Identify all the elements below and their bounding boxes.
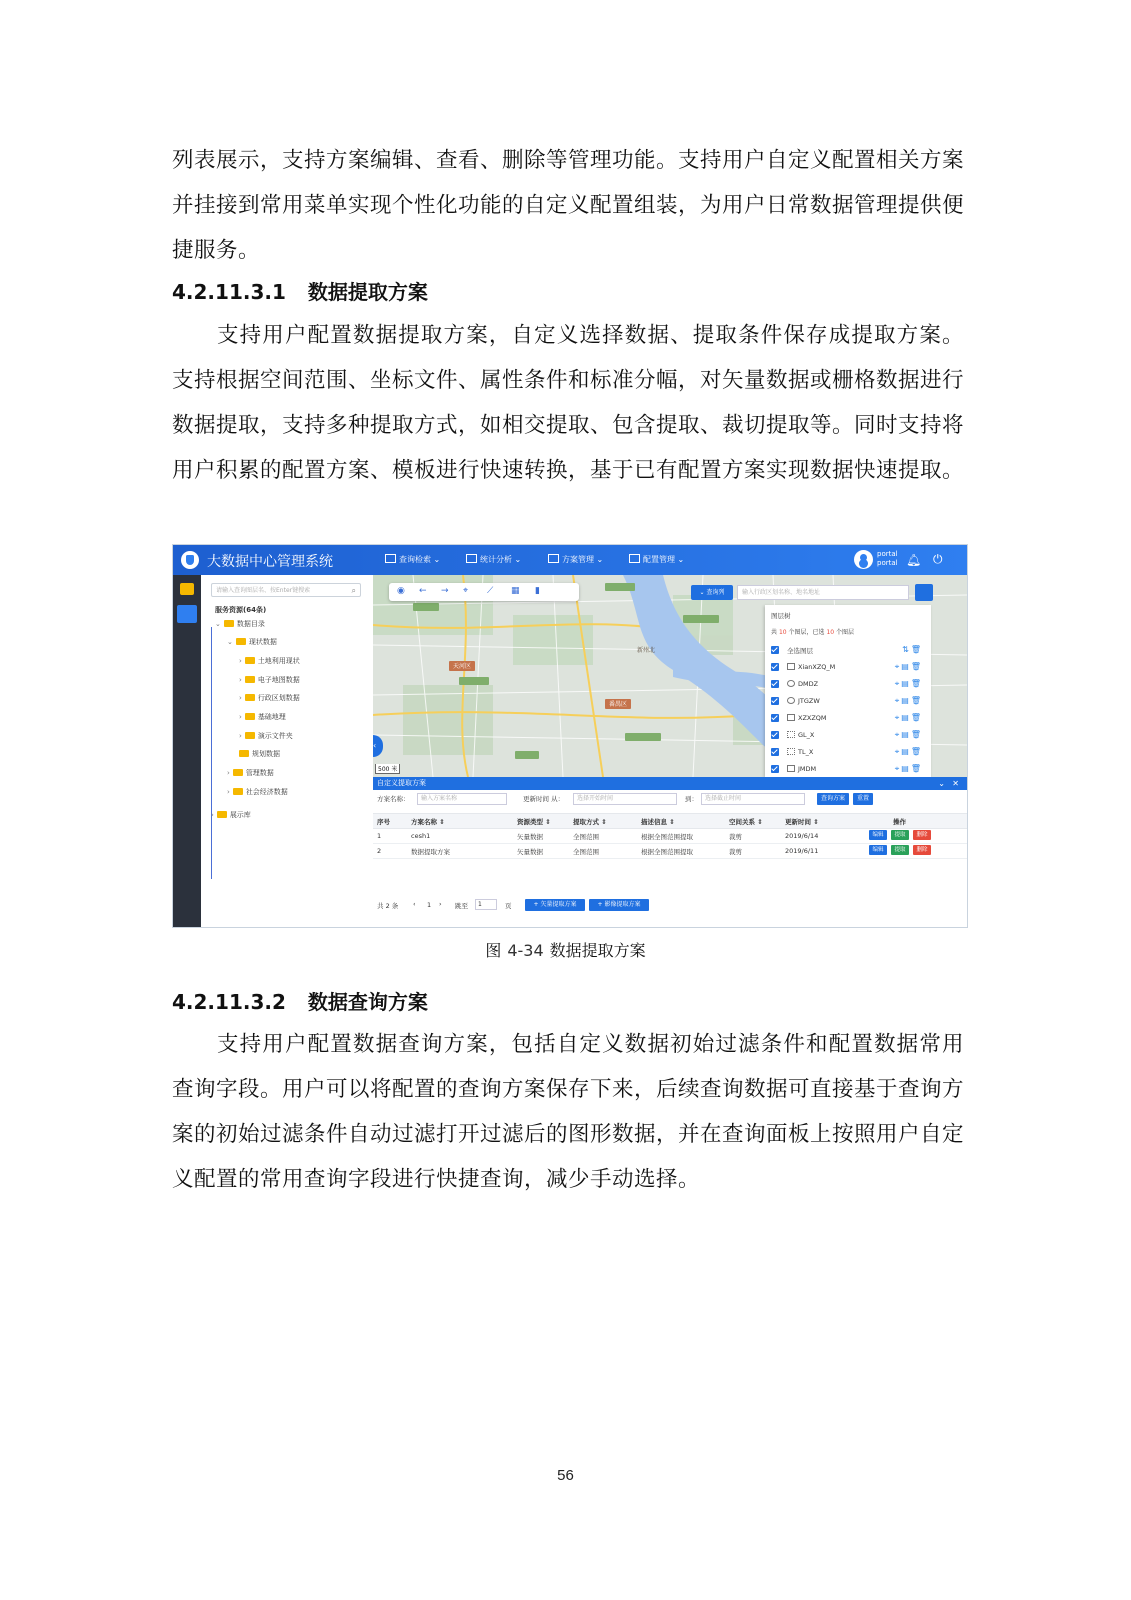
section-number: 4.2.11.3.2 bbox=[172, 990, 286, 1014]
filter-name-label: 方案名称： bbox=[377, 795, 410, 803]
table-cell: 矢量数据 bbox=[517, 833, 543, 841]
paragraph-intro: 列表展示，支持方案编辑、查看、删除等管理功能。支持用户自定义配置相关方案并挂接到常用菜单实现个性化功能的自定义配置组装，为用户日常数据管理提供便捷服务。 bbox=[172, 148, 965, 263]
checkbox[interactable] bbox=[771, 663, 779, 671]
checkbox[interactable] bbox=[771, 697, 779, 705]
paragraph-extraction: 支持用户配置数据提取方案，自定义选择数据、提取条件保存成提取方案。支持根据空间范围、坐标文件、属性条件和标准分幅，对矢量数据或栅格数据进行数据提取，支持多种提取方式，如相交提取、包含提取、裁切提取等。同时支持将用户积累的配置方案、模板进行快速转换，基于已有配置方案实现数据快速提取。 bbox=[172, 323, 965, 483]
district-label: 番禺区 bbox=[609, 701, 628, 708]
layer-ops[interactable]: ⌖▤🗑︎ bbox=[894, 747, 923, 756]
layers-icon[interactable] bbox=[915, 584, 933, 601]
next-page-icon[interactable]: › bbox=[439, 900, 442, 908]
table-row[interactable] bbox=[373, 828, 967, 844]
query-icon bbox=[385, 554, 396, 563]
column-header[interactable]: 空间关系 ⇕ bbox=[729, 818, 763, 826]
avatar[interactable] bbox=[854, 550, 873, 569]
tree-node-item[interactable]: › 演示文件夹 bbox=[239, 732, 293, 740]
map-search-input[interactable]: 输入行政区划名称、地名地址 bbox=[737, 585, 909, 600]
map-scale: 500 米 bbox=[375, 764, 400, 774]
app-header bbox=[173, 545, 967, 575]
tree-node-item[interactable]: › 行政区划数据 bbox=[239, 694, 300, 702]
column-header[interactable]: 序号 bbox=[377, 818, 390, 826]
checkbox[interactable] bbox=[771, 731, 779, 739]
nav-config-management[interactable]: 配置管理 ⌄ bbox=[629, 554, 684, 565]
table-cell: 裁剪 bbox=[729, 848, 742, 856]
map-query-button[interactable]: ⌄ 查询列 bbox=[691, 585, 733, 600]
column-header: 操作 bbox=[893, 818, 906, 826]
folder-icon bbox=[233, 788, 243, 795]
reset-button[interactable]: 重置 bbox=[853, 793, 873, 805]
measure-icon[interactable]: ⟋ bbox=[487, 586, 494, 596]
clear-icon[interactable]: ▮ bbox=[535, 586, 540, 596]
table-cell: 数据提取方案 bbox=[411, 848, 450, 856]
tree-node-socio[interactable]: › 社会经济数据 bbox=[227, 788, 288, 796]
folder-icon bbox=[233, 769, 243, 776]
close-icon[interactable]: ✕ bbox=[952, 779, 959, 788]
folder-icon bbox=[245, 713, 255, 720]
resource-tree bbox=[201, 575, 374, 927]
folder-icon bbox=[245, 676, 255, 683]
checkbox[interactable] bbox=[771, 680, 779, 688]
district-label: 天河区 bbox=[453, 663, 472, 670]
layer-row[interactable]: DMDZ ⌖▤🗑︎ bbox=[771, 679, 923, 691]
extract-button[interactable]: 提取 bbox=[891, 830, 909, 840]
tree-node-item[interactable]: › 电子地图数据 bbox=[239, 676, 300, 684]
table-cell: 1 bbox=[377, 832, 382, 840]
table-cell: 全图范围 bbox=[573, 833, 599, 841]
chevron-down-icon[interactable]: ⌄ bbox=[938, 779, 945, 788]
caption-text: 数据提取方案 bbox=[549, 941, 646, 960]
table-header bbox=[373, 813, 967, 829]
page-number: 56 bbox=[557, 1467, 574, 1484]
layer-ops[interactable]: ⌖▤🗑︎ bbox=[894, 713, 923, 722]
plan-name-input[interactable]: 输入方案名称 bbox=[417, 793, 507, 805]
column-header[interactable]: 更新时间 ⇕ bbox=[785, 818, 819, 826]
nav-statistics[interactable]: 统计分析 ⌄ bbox=[466, 554, 521, 565]
folder-icon bbox=[236, 638, 246, 645]
app-logo-icon bbox=[181, 551, 199, 569]
map-view[interactable] bbox=[373, 575, 967, 777]
user-name: portal portal bbox=[877, 550, 898, 567]
table-row[interactable] bbox=[373, 843, 967, 859]
logout-icon[interactable]: ⏻ bbox=[933, 552, 943, 566]
layer-row-all[interactable]: 全选图层 ⇅🗑︎ bbox=[771, 645, 923, 657]
map-toolbar bbox=[389, 583, 579, 601]
caption-prefix: 图 bbox=[485, 941, 502, 960]
figure-screenshot bbox=[172, 544, 968, 928]
tree-node-item[interactable]: › 基础地理 bbox=[239, 713, 286, 721]
tree-divider bbox=[211, 627, 212, 879]
tree-node-current[interactable]: ⌄ 现状数据 bbox=[227, 638, 277, 646]
column-header[interactable]: 描述信息 ⇕ bbox=[641, 818, 675, 826]
delete-button[interactable]: 删除 bbox=[913, 830, 931, 840]
section-heading-extraction bbox=[172, 276, 428, 305]
start-time-input[interactable]: 选择开始时间 bbox=[573, 793, 677, 805]
nav-plan-management[interactable]: 方案管理 ⌄ bbox=[548, 554, 603, 565]
checkbox[interactable] bbox=[771, 765, 779, 773]
add-vector-plan-button[interactable]: + 矢量提取方案 bbox=[525, 899, 585, 911]
table-cell: 2019/6/11 bbox=[785, 847, 819, 855]
folder-icon[interactable] bbox=[180, 583, 194, 595]
layer-ops[interactable]: ⌖▤🗑︎ bbox=[894, 662, 923, 671]
app-title: 大数据中心管理系统 bbox=[207, 554, 333, 570]
table-cell: 2019/6/14 bbox=[785, 832, 819, 840]
config-icon bbox=[629, 554, 640, 563]
grid-icon[interactable]: ▦ bbox=[511, 586, 520, 596]
folder-icon bbox=[245, 657, 255, 664]
resource-icon[interactable] bbox=[177, 605, 197, 623]
checkbox[interactable] bbox=[771, 748, 779, 756]
plan-panel-title: 自定义提取方案 bbox=[377, 779, 426, 787]
layer-row[interactable]: JTGZW ⌖▤🗑︎ bbox=[771, 696, 923, 708]
delete-button[interactable]: 删除 bbox=[913, 845, 931, 855]
extract-button[interactable]: 提取 bbox=[891, 845, 909, 855]
figure-caption bbox=[0, 938, 1131, 961]
layer-row[interactable]: GL_X ⌖▤🗑︎ bbox=[771, 730, 923, 742]
layer-row[interactable]: JMDM ⌖▤🗑︎ bbox=[771, 764, 923, 776]
layer-panel-title: 图层树 bbox=[771, 612, 791, 620]
column-header[interactable]: 资源类型 ⇕ bbox=[517, 818, 551, 826]
section-title: 数据查询方案 bbox=[307, 990, 428, 1014]
table-cell: 裁剪 bbox=[729, 833, 742, 841]
section-heading-query bbox=[172, 986, 428, 1015]
filter-to-label: 到： bbox=[685, 795, 698, 803]
district-label: 新州北 bbox=[637, 647, 656, 654]
tree-node-display[interactable]: › 展示库 bbox=[211, 811, 251, 819]
query-plan-button[interactable]: 查询方案 bbox=[817, 793, 849, 805]
add-image-plan-button[interactable]: + 影像提取方案 bbox=[589, 899, 649, 911]
folder-icon bbox=[217, 811, 227, 818]
checkbox[interactable] bbox=[771, 714, 779, 722]
filter-time-label: 更新时间 从： bbox=[523, 795, 565, 803]
table-cell: 根据全图范围提取 bbox=[641, 833, 693, 841]
layer-ops[interactable]: ⌖▤🗑︎ bbox=[894, 730, 923, 739]
current-page[interactable]: 1 bbox=[427, 901, 432, 909]
table-cell: 全图范围 bbox=[573, 848, 599, 856]
plan-panel bbox=[373, 777, 967, 927]
table-cell: 矢量数据 bbox=[517, 848, 543, 856]
layer-row[interactable]: XZXZQM ⌖▤🗑︎ bbox=[771, 713, 923, 725]
table-cell: 根据全图范围提取 bbox=[641, 848, 693, 856]
tree-root: 服务资源(64条) bbox=[215, 606, 267, 614]
tree-node-management[interactable]: › 管理数据 bbox=[227, 769, 274, 777]
plan-panel-header bbox=[373, 777, 967, 790]
tree-search-input[interactable]: 请输入查询图层名、按Enter键搜索 ⌕ bbox=[211, 583, 361, 597]
goto-label: 跳至 bbox=[455, 902, 468, 910]
chart-icon bbox=[466, 554, 477, 563]
layer-row[interactable]: XianXZQ_M ⌖▤🗑︎ bbox=[771, 662, 923, 674]
location-icon[interactable]: ⌖ bbox=[463, 586, 469, 596]
total-count: 共 2 条 bbox=[377, 902, 399, 910]
paragraph-query: 支持用户配置数据查询方案，包括自定义数据初始过滤条件和配置数据常用查询字段。用户可以将配置的查询方案保存下来，后续查询数据可直接基于查询方案的初始过滤条件自动过滤打开过滤后的图形数据，并在查询面板上按照用户自定义配置的常用查询字段进行快捷查询，减少手动选择。 bbox=[172, 1032, 965, 1192]
checkbox[interactable] bbox=[771, 646, 779, 654]
layer-panel bbox=[765, 605, 931, 777]
plan-icon bbox=[548, 554, 559, 563]
column-header[interactable]: 提取方式 ⇕ bbox=[573, 818, 607, 826]
folder-icon bbox=[245, 694, 255, 701]
section-number: 4.2.11.3.1 bbox=[172, 280, 286, 304]
forward-icon[interactable]: → bbox=[441, 586, 449, 596]
end-time-input[interactable]: 选择截止时间 bbox=[701, 793, 805, 805]
layer-ops[interactable]: ⌖▤🗑︎ bbox=[894, 679, 923, 688]
back-icon[interactable]: ← bbox=[419, 586, 427, 596]
search-icon[interactable]: ⌕ bbox=[351, 586, 356, 595]
layer-count: 共 10 个图层，已选 10 个图层 bbox=[771, 629, 855, 636]
tree-node-catalog[interactable]: ⌄ 数据目录 bbox=[215, 620, 265, 628]
column-header[interactable]: 方案名称 ⇕ bbox=[411, 818, 445, 826]
layer-ops[interactable]: ⇅🗑︎ bbox=[902, 645, 923, 654]
folder-icon bbox=[245, 732, 255, 739]
table-cell: cesh1 bbox=[411, 832, 431, 840]
prev-page-icon[interactable]: ‹ bbox=[413, 900, 416, 908]
layer-row[interactable]: TL_X ⌖▤🗑︎ bbox=[771, 747, 923, 759]
edit-button[interactable]: 编辑 bbox=[869, 830, 887, 840]
caption-number: 4-34 bbox=[507, 941, 544, 960]
folder-icon bbox=[239, 750, 249, 757]
left-rail bbox=[173, 575, 201, 927]
layer-ops[interactable]: ⌖▤🗑︎ bbox=[894, 764, 923, 773]
edit-button[interactable]: 编辑 bbox=[869, 845, 887, 855]
bell-icon[interactable]: 🔔︎ bbox=[906, 553, 922, 567]
globe-icon[interactable]: ◉ bbox=[397, 586, 405, 596]
tree-node-planning[interactable]: 规划数据 bbox=[239, 749, 280, 759]
folder-icon bbox=[224, 620, 234, 627]
layer-ops[interactable]: ⌖▤🗑︎ bbox=[894, 696, 923, 705]
table-cell: 2 bbox=[377, 847, 382, 855]
nav-query[interactable]: 查询检索 ⌄ bbox=[385, 554, 440, 565]
section-title: 数据提取方案 bbox=[307, 280, 428, 304]
tree-node-item[interactable]: › 土地利用现状 bbox=[239, 657, 300, 665]
page-unit: 页 bbox=[505, 902, 512, 910]
pagination bbox=[373, 899, 967, 915]
goto-page-input[interactable]: 1 bbox=[475, 899, 497, 910]
collapse-icon[interactable]: ‹ bbox=[373, 735, 383, 757]
